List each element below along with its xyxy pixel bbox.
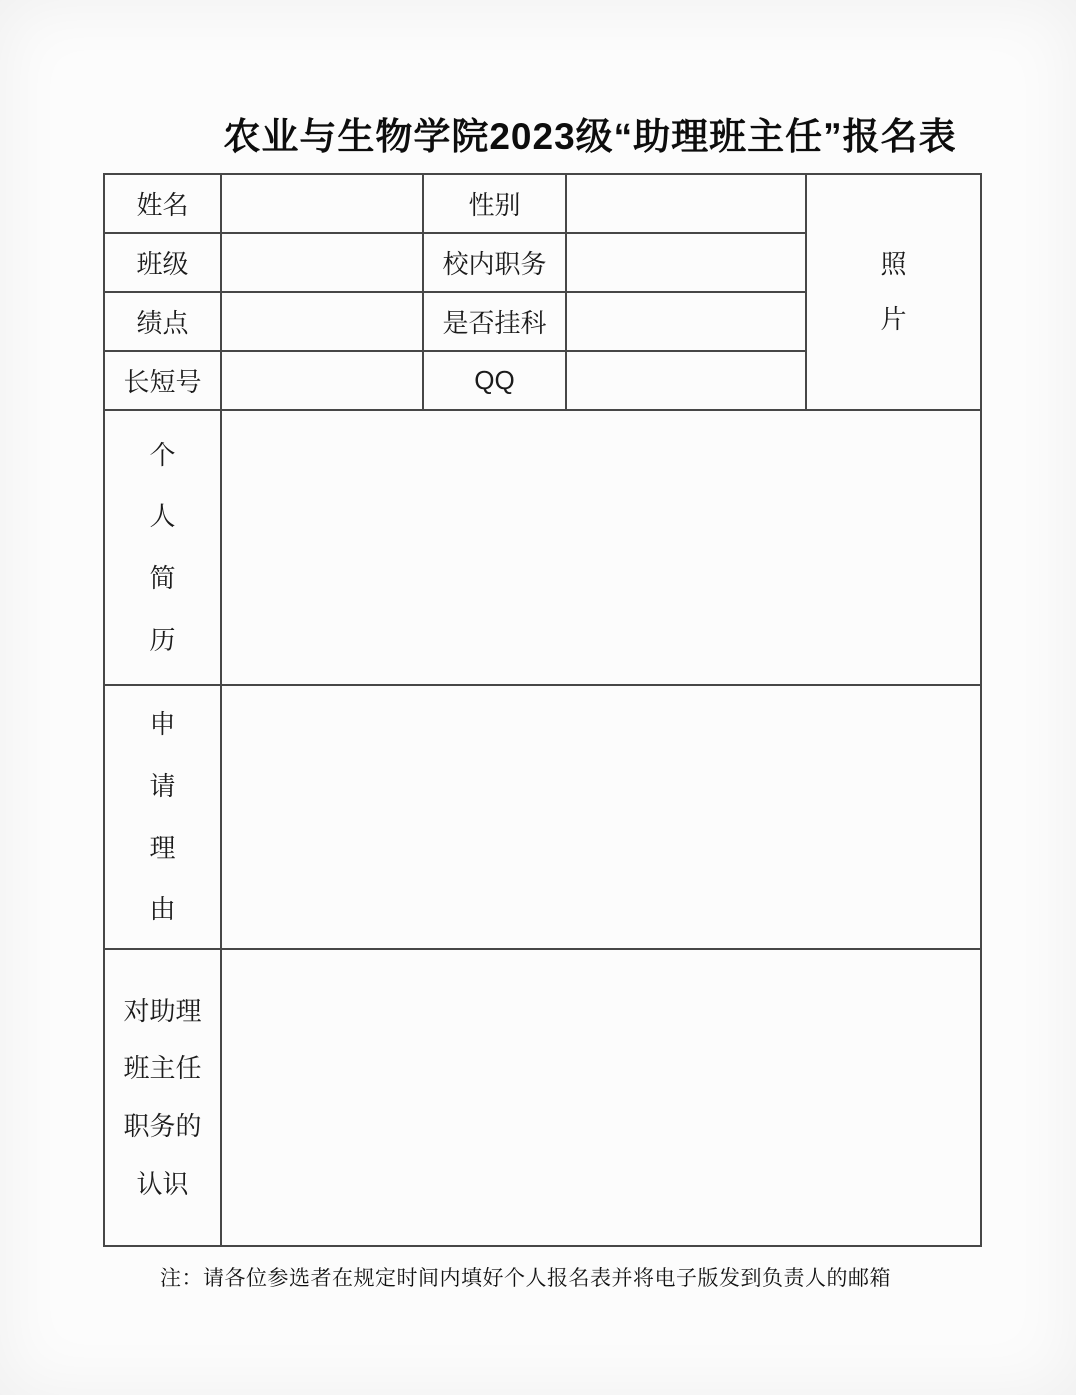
gender-value-cell: [566, 174, 806, 233]
resume-label-char: 历: [149, 624, 176, 655]
class-label: 班级: [104, 233, 221, 292]
photo-label-char: 照: [880, 249, 907, 280]
resume-label-char: 个: [149, 439, 176, 470]
application-reason-label: [104, 685, 221, 949]
name-value-cell: [221, 174, 423, 233]
failed-course-value-cell: [566, 292, 806, 351]
role-understanding-content-cell: [221, 949, 981, 1246]
resume-label-char: 人: [149, 501, 176, 532]
phone-label: 长短号: [104, 351, 221, 410]
failed-course-label: 是否挂科: [423, 292, 566, 351]
campus-position-label: 校内职务: [423, 233, 566, 292]
application-reason-label-char: 申: [149, 709, 176, 740]
name-label: 姓名: [104, 174, 221, 233]
role-understanding-label-line: 对助理: [123, 995, 202, 1026]
resume-content-cell: [221, 410, 981, 685]
photo-cell: [806, 174, 981, 410]
photo-label-char: 片: [880, 304, 907, 334]
role-understanding-label: [104, 949, 221, 1246]
resume-label-char: 简: [149, 563, 176, 593]
application-reason-label-char: 由: [149, 894, 176, 925]
qq-label: QQ: [423, 351, 566, 410]
role-understanding-label-line: 职务的: [123, 1111, 202, 1141]
gpa-label: 绩点: [104, 292, 221, 351]
table-row-resume: [104, 410, 981, 685]
table-row-application-reason: [104, 685, 981, 949]
photo-label: [807, 250, 980, 333]
phone-value-cell: [221, 351, 423, 410]
table-row-name-gender: [104, 174, 981, 233]
role-understanding-label-line: 认识: [136, 1168, 189, 1199]
application-reason-label-char: 请: [149, 770, 176, 801]
resume-label: [104, 410, 221, 685]
role-understanding-label-line: 班主任: [123, 1053, 202, 1084]
qq-value-cell: [566, 351, 806, 410]
table-row-role-understanding: [104, 949, 981, 1246]
class-value-cell: [221, 233, 423, 292]
application-reason-content-cell: [221, 685, 981, 949]
form-title: 农业与生物学院2023级“助理班主任”报名表: [223, 116, 957, 157]
application-reason-label-char: 理: [149, 832, 176, 863]
campus-position-value-cell: [566, 233, 806, 292]
gender-label: 性别: [423, 174, 566, 233]
footnote: 注：请各位参选者在规定时间内填好个人报名表并将电子版发到负责人的邮箱: [160, 1267, 891, 1290]
application-form-table: [103, 173, 982, 1247]
gpa-value-cell: [221, 292, 423, 351]
